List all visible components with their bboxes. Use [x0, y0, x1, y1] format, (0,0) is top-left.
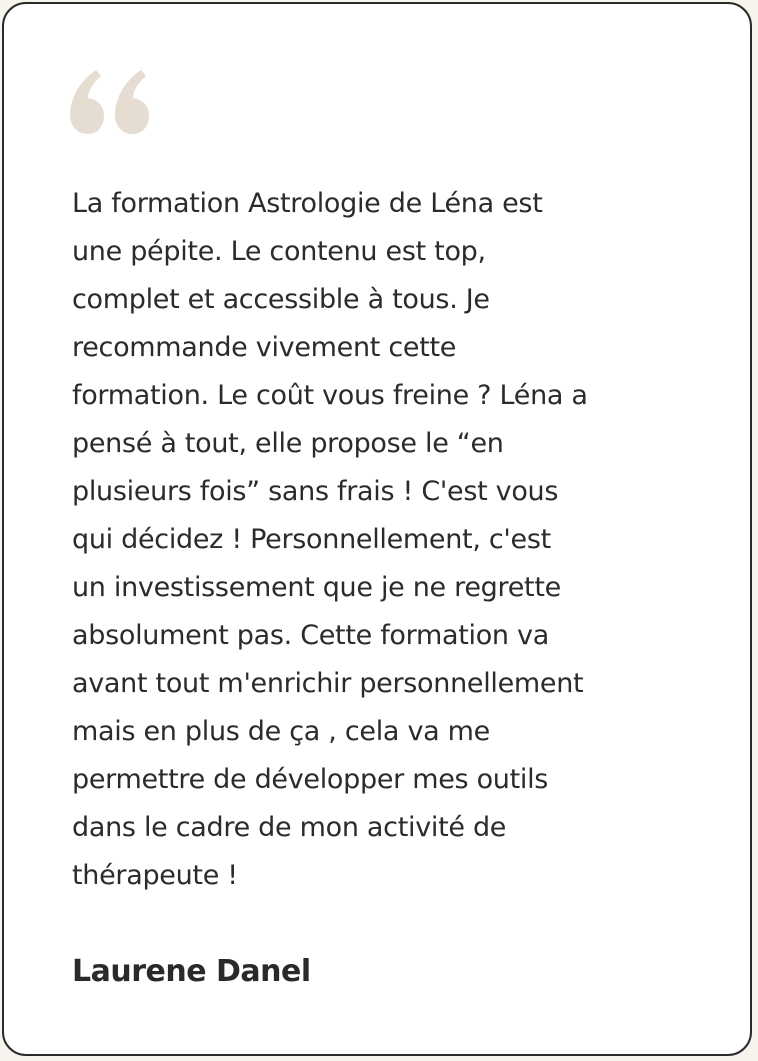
- testimonial-author: Laurene Danel: [72, 954, 311, 989]
- quote-open-icon-left: [70, 70, 104, 134]
- quote-open-icon: [70, 70, 150, 134]
- testimonial-card: [2, 2, 752, 1056]
- testimonial-text: La formation Astrologie de Léna est une pépite. Le contenu est top, complet et accessible à tous. Je recommande vivement cette formation. Le coût vous freine ? Léna a pensé à tout, elle propose le “en plusieurs fois” sans frais ! C'est vous qui décidez ! Personnellement, c'est un investissement que je ne regrette absolument pas. Cette formation va avant tout m'enrichir personnellement mais en plus de ça , cela va me permettre de développer mes outils dans le cadre de mon activité de thérapeute !: [72, 188, 588, 891]
- quote-open-icon-right: [115, 70, 149, 134]
